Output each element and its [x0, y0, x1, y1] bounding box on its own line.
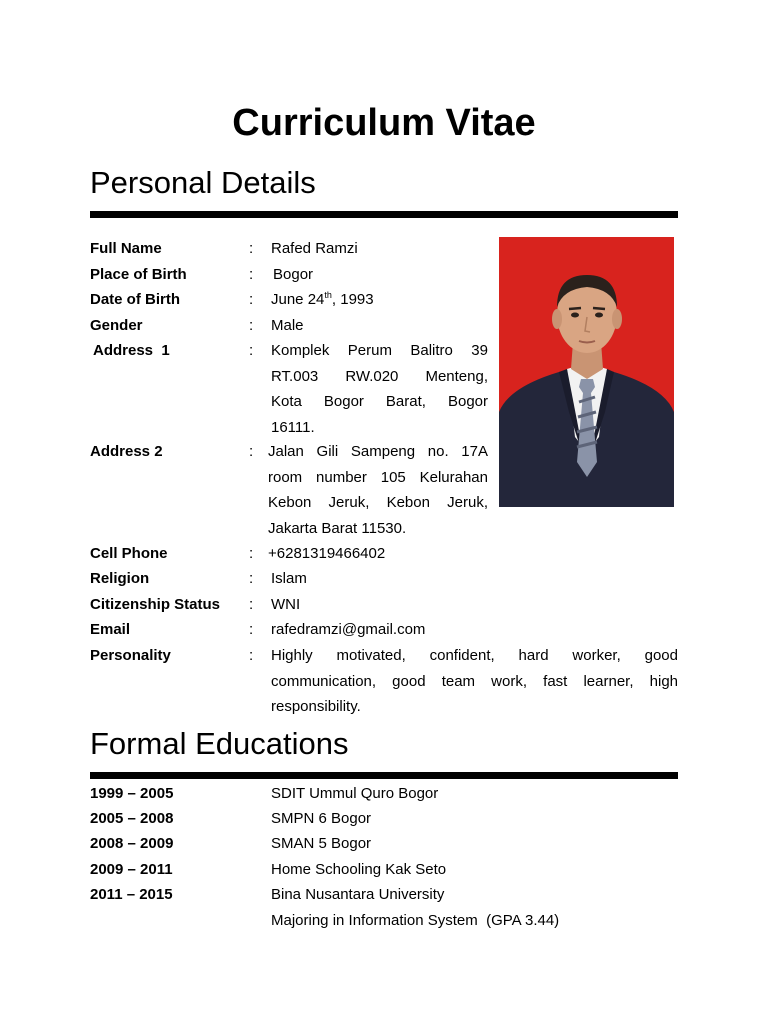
address1-value: Komplek Perum Balitro 39 RT.003 RW.020 Menteng, Kota Bogor Barat, Bogor 16111.	[271, 342, 488, 436]
section-divider	[90, 772, 678, 779]
email-label: Email	[90, 621, 131, 638]
edu-school: SMAN 5 Bogor	[271, 835, 372, 852]
edu-school: Home Schooling Kak Seto	[271, 861, 447, 878]
edu-school: SDIT Ummul Quro Bogor	[271, 785, 439, 802]
date-of-birth-label: Date of Birth	[90, 291, 180, 308]
edu-major: Majoring in Information System (GPA 3.44)	[271, 912, 560, 929]
place-of-birth-label: Place of Birth	[90, 266, 187, 283]
religion-value: Islam	[271, 570, 307, 587]
personal-details-heading: Personal Details	[90, 165, 316, 200]
address1-label: Address 1	[93, 342, 170, 359]
place-of-birth-value: Bogor	[273, 266, 314, 283]
section-divider	[90, 211, 678, 218]
edu-years: 2009 – 2011	[90, 861, 173, 878]
cell-phone-label: Cell Phone	[90, 545, 168, 562]
colon: :	[249, 596, 254, 613]
profile-photo	[499, 237, 674, 507]
colon: :	[249, 291, 254, 308]
edu-school: Bina Nusantara University	[271, 886, 445, 903]
colon: :	[249, 647, 254, 664]
citizenship-value: WNI	[271, 596, 301, 613]
colon: :	[249, 317, 254, 334]
edu-school: SMPN 6 Bogor	[271, 810, 372, 827]
colon: :	[249, 443, 254, 460]
address2-value: Jalan Gili Sampeng no. 17A room number 105 Kelurahan Kebon Jeruk, Kebon Jeruk, Jakarta Barat 11530.	[268, 443, 488, 537]
personality-value: Highly motivated, confident, hard worker, good communication, good team work, fast learner, high responsibility.	[271, 647, 678, 715]
full-name-label: Full Name	[90, 240, 162, 257]
person-portrait-icon	[499, 237, 674, 507]
personality-label: Personality	[90, 647, 171, 664]
date-of-birth-value: June 24th, 1993	[271, 290, 374, 308]
gender-label: Gender	[90, 317, 143, 334]
gender-value: Male	[271, 317, 304, 334]
colon: :	[249, 570, 254, 587]
edu-years: 2011 – 2015	[90, 886, 173, 903]
colon: :	[249, 545, 254, 562]
edu-years: 2008 – 2009	[90, 835, 174, 852]
citizenship-label: Citizenship Status	[90, 596, 221, 613]
formal-educations-heading: Formal Educations	[90, 726, 349, 761]
edu-years: 1999 – 2005	[90, 785, 174, 802]
full-name-value: Rafed Ramzi	[271, 240, 358, 257]
colon: :	[249, 342, 254, 359]
edu-years: 2005 – 2008	[90, 810, 174, 827]
address2-label: Address 2	[90, 443, 163, 460]
colon: :	[249, 240, 254, 257]
colon: :	[249, 621, 254, 638]
colon: :	[249, 266, 254, 283]
email-value[interactable]: rafedramzi@gmail.com	[271, 621, 426, 638]
religion-label: Religion	[90, 570, 150, 587]
cell-phone-value: +6281319466402	[268, 545, 386, 562]
document-title: Curriculum Vitae	[232, 102, 536, 144]
